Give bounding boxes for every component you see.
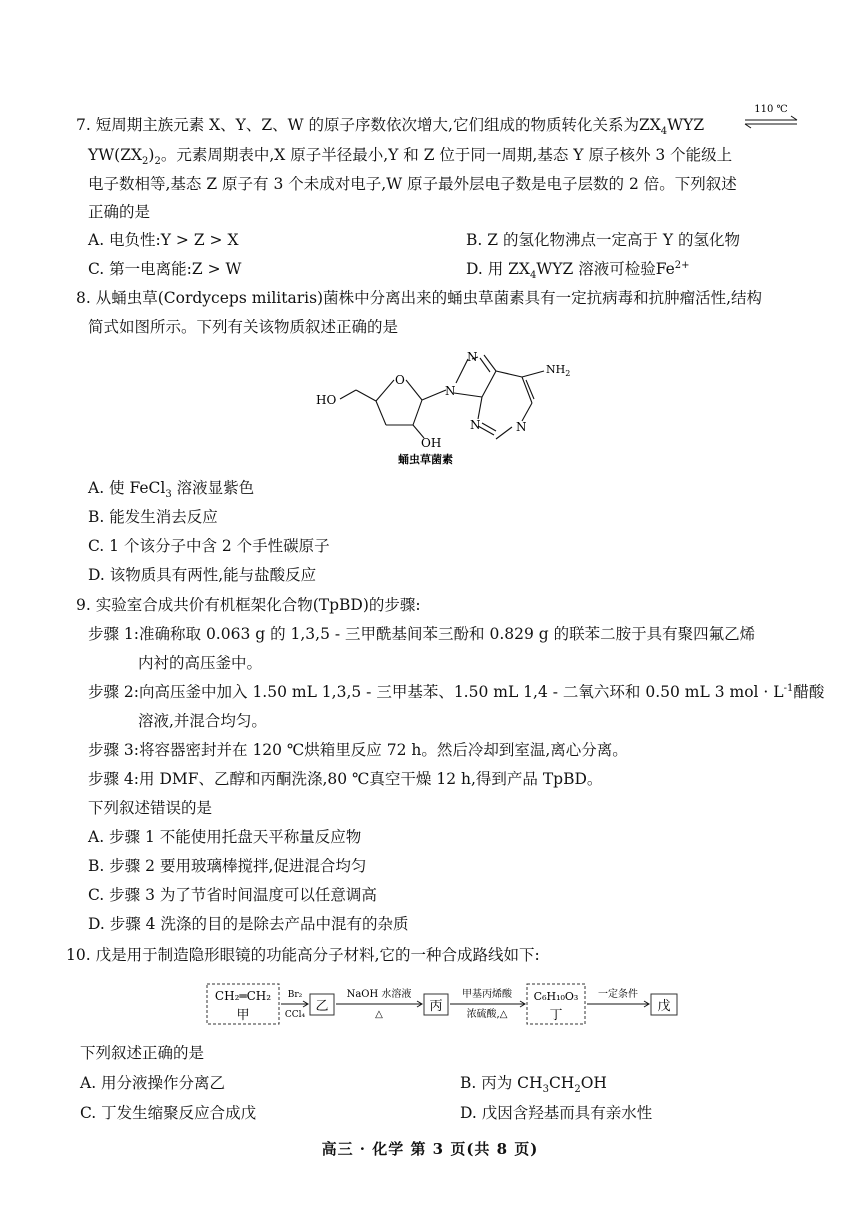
svg-text:C₆H₁₀O₃: C₆H₁₀O₃ [533, 990, 579, 1003]
q9-option-b: B. 步骤 2 要用玻璃棒搅拌,促进混合均匀 [88, 857, 367, 875]
q9-option-d: D. 步骤 4 洗涤的目的是除去产品中混有的杂质 [88, 915, 409, 933]
arrow-condition: 110 ℃ [754, 104, 788, 115]
svg-text:N: N [470, 418, 481, 432]
svg-text:甲基丙烯酸: 甲基丙烯酸 [462, 989, 512, 1000]
svg-text:NaOH 水溶液: NaOH 水溶液 [346, 989, 412, 1000]
svg-text:CCl₄: CCl₄ [284, 1010, 306, 1020]
svg-text:浓硫酸,△: 浓硫酸,△ [466, 1009, 508, 1020]
q9-stem: 下列叙述错误的是 [88, 799, 213, 817]
svg-text:一定条件: 一定条件 [598, 989, 638, 1000]
q8-line1: 8. 从蛹虫草(Cordyceps militaris)菌株中分离出来的蛹虫草菌素具有一定抗病毒和抗肿瘤活性,结构 [76, 289, 763, 307]
q8-option-d: D. 该物质具有两性,能与盐酸反应 [88, 566, 317, 584]
q7-option-a: A. 电负性:Y > Z > X [88, 231, 239, 249]
svg-text:O: O [395, 373, 405, 387]
q7-option-c: C. 第一电离能:Z > W [88, 260, 242, 278]
svg-text:N: N [516, 420, 527, 434]
svg-text:HO: HO [316, 393, 337, 407]
page-footer: 高三 · 化学 第 3 页(共 8 页) [321, 1140, 539, 1158]
svg-text:Br₂: Br₂ [287, 990, 303, 1000]
q9-option-c: C. 步骤 3 为了节省时间温度可以任意调高 [88, 886, 377, 904]
q10-option-a: A. 用分液操作分离乙 [80, 1074, 226, 1092]
svg-text:OH: OH [421, 436, 442, 450]
q9-step4: 步骤 4:用 DMF、乙醇和丙酮洗涤,80 ℃真空干燥 12 h,得到产品 TpBD。 [88, 770, 603, 788]
q7-line1: 7. 短周期主族元素 X、Y、Z、W 的原子序数依次增大,它们组成的物质转化关系为$ZX_4WYZ$ [76, 116, 705, 138]
q7-line3: 电子数相等,基态 Z 原子有 3 个未成对电子,W 原子最外层电子数是电子层数的 2 倍。下列叙述 [88, 175, 737, 193]
structure-caption: 蛹虫草菌素 [398, 453, 453, 466]
reversible-arrow [741, 100, 801, 136]
svg-text:△: △ [375, 1009, 383, 1020]
q8-option-a: A. 使 FeCl$_3$ 溶液显紫色 [88, 479, 255, 501]
q9-step1-a: 步骤 1:准确称取 0.063 g 的 1,3,5 - 三甲酰基间苯三酚和 0.829 g 的联苯二胺于具有聚四氟乙烯 [88, 625, 756, 643]
q9-step2-b: 溶液,并混合均匀。 [138, 712, 267, 730]
q10-option-c: C. 丁发生缩聚反应合成戊 [80, 1104, 257, 1122]
svg-text:丙: 丙 [429, 999, 443, 1014]
q9-step2-a: 步骤 2:向高压釜中加入 1.50 mL 1,3,5 - 三甲基苯、1.50 mL 1,4 - 二氧六环和 0.50 mL 3 mol · $L^{-1}$醋酸 [88, 682, 825, 701]
svg-text:戊: 戊 [657, 999, 671, 1014]
q10-option-d: D. 戊因含羟基而具有亲水性 [460, 1104, 653, 1122]
q8-line2: 简式如图所示。下列有关该物质叙述正确的是 [88, 318, 399, 336]
q8-option-b: B. 能发生消去反应 [88, 508, 218, 526]
q10-line1: 10. 戊是用于制造隐形眼镜的功能高分子材料,它的一种合成路线如下: [66, 946, 540, 964]
q8-option-c: C. 1 个该分子中含 2 个手性碳原子 [88, 537, 330, 555]
q9-step3: 步骤 3:将容器密封并在 120 ℃烘箱里反应 72 h。然后冷却到室温,离心分离。 [88, 741, 628, 759]
q10-option-b: B. 丙为 $CH_3CH_2OH$ [460, 1074, 607, 1096]
q10-stem: 下列叙述正确的是 [80, 1044, 205, 1062]
nh2-label: $NH_2$ [546, 363, 571, 378]
svg-text:N: N [467, 350, 478, 364]
q7-line2: $YW(ZX_2)_2$。元素周期表中,X 原子半径最小,Y 和 Z 位于同一周期,基态 Y 原子核外 3 个能级上 [88, 146, 733, 168]
svg-text:CH₂═CH₂: CH₂═CH₂ [214, 989, 272, 1003]
svg-text:丁: 丁 [549, 1008, 563, 1023]
q7-line4: 正确的是 [88, 203, 151, 221]
synthesis-route [200, 980, 690, 1028]
q7-option-b: B. Z 的氢化物沸点一定高于 Y 的氢化物 [466, 231, 741, 249]
svg-text:甲: 甲 [236, 1008, 250, 1023]
q9-option-a: A. 步骤 1 不能使用托盘天平称量反应物 [88, 828, 362, 846]
q9-line1: 9. 实验室合成共价有机框架化合物(TpBD)的步骤: [76, 596, 421, 614]
q7-option-d: D. 用 $ZX_4WYZ$ 溶液可检验$Fe^{2+}$ [466, 259, 690, 282]
svg-text:N: N [445, 384, 456, 398]
svg-text:乙: 乙 [315, 999, 329, 1014]
q9-step1-b: 内衬的高压釜中。 [138, 654, 263, 672]
cordycepin-structure [300, 335, 590, 470]
